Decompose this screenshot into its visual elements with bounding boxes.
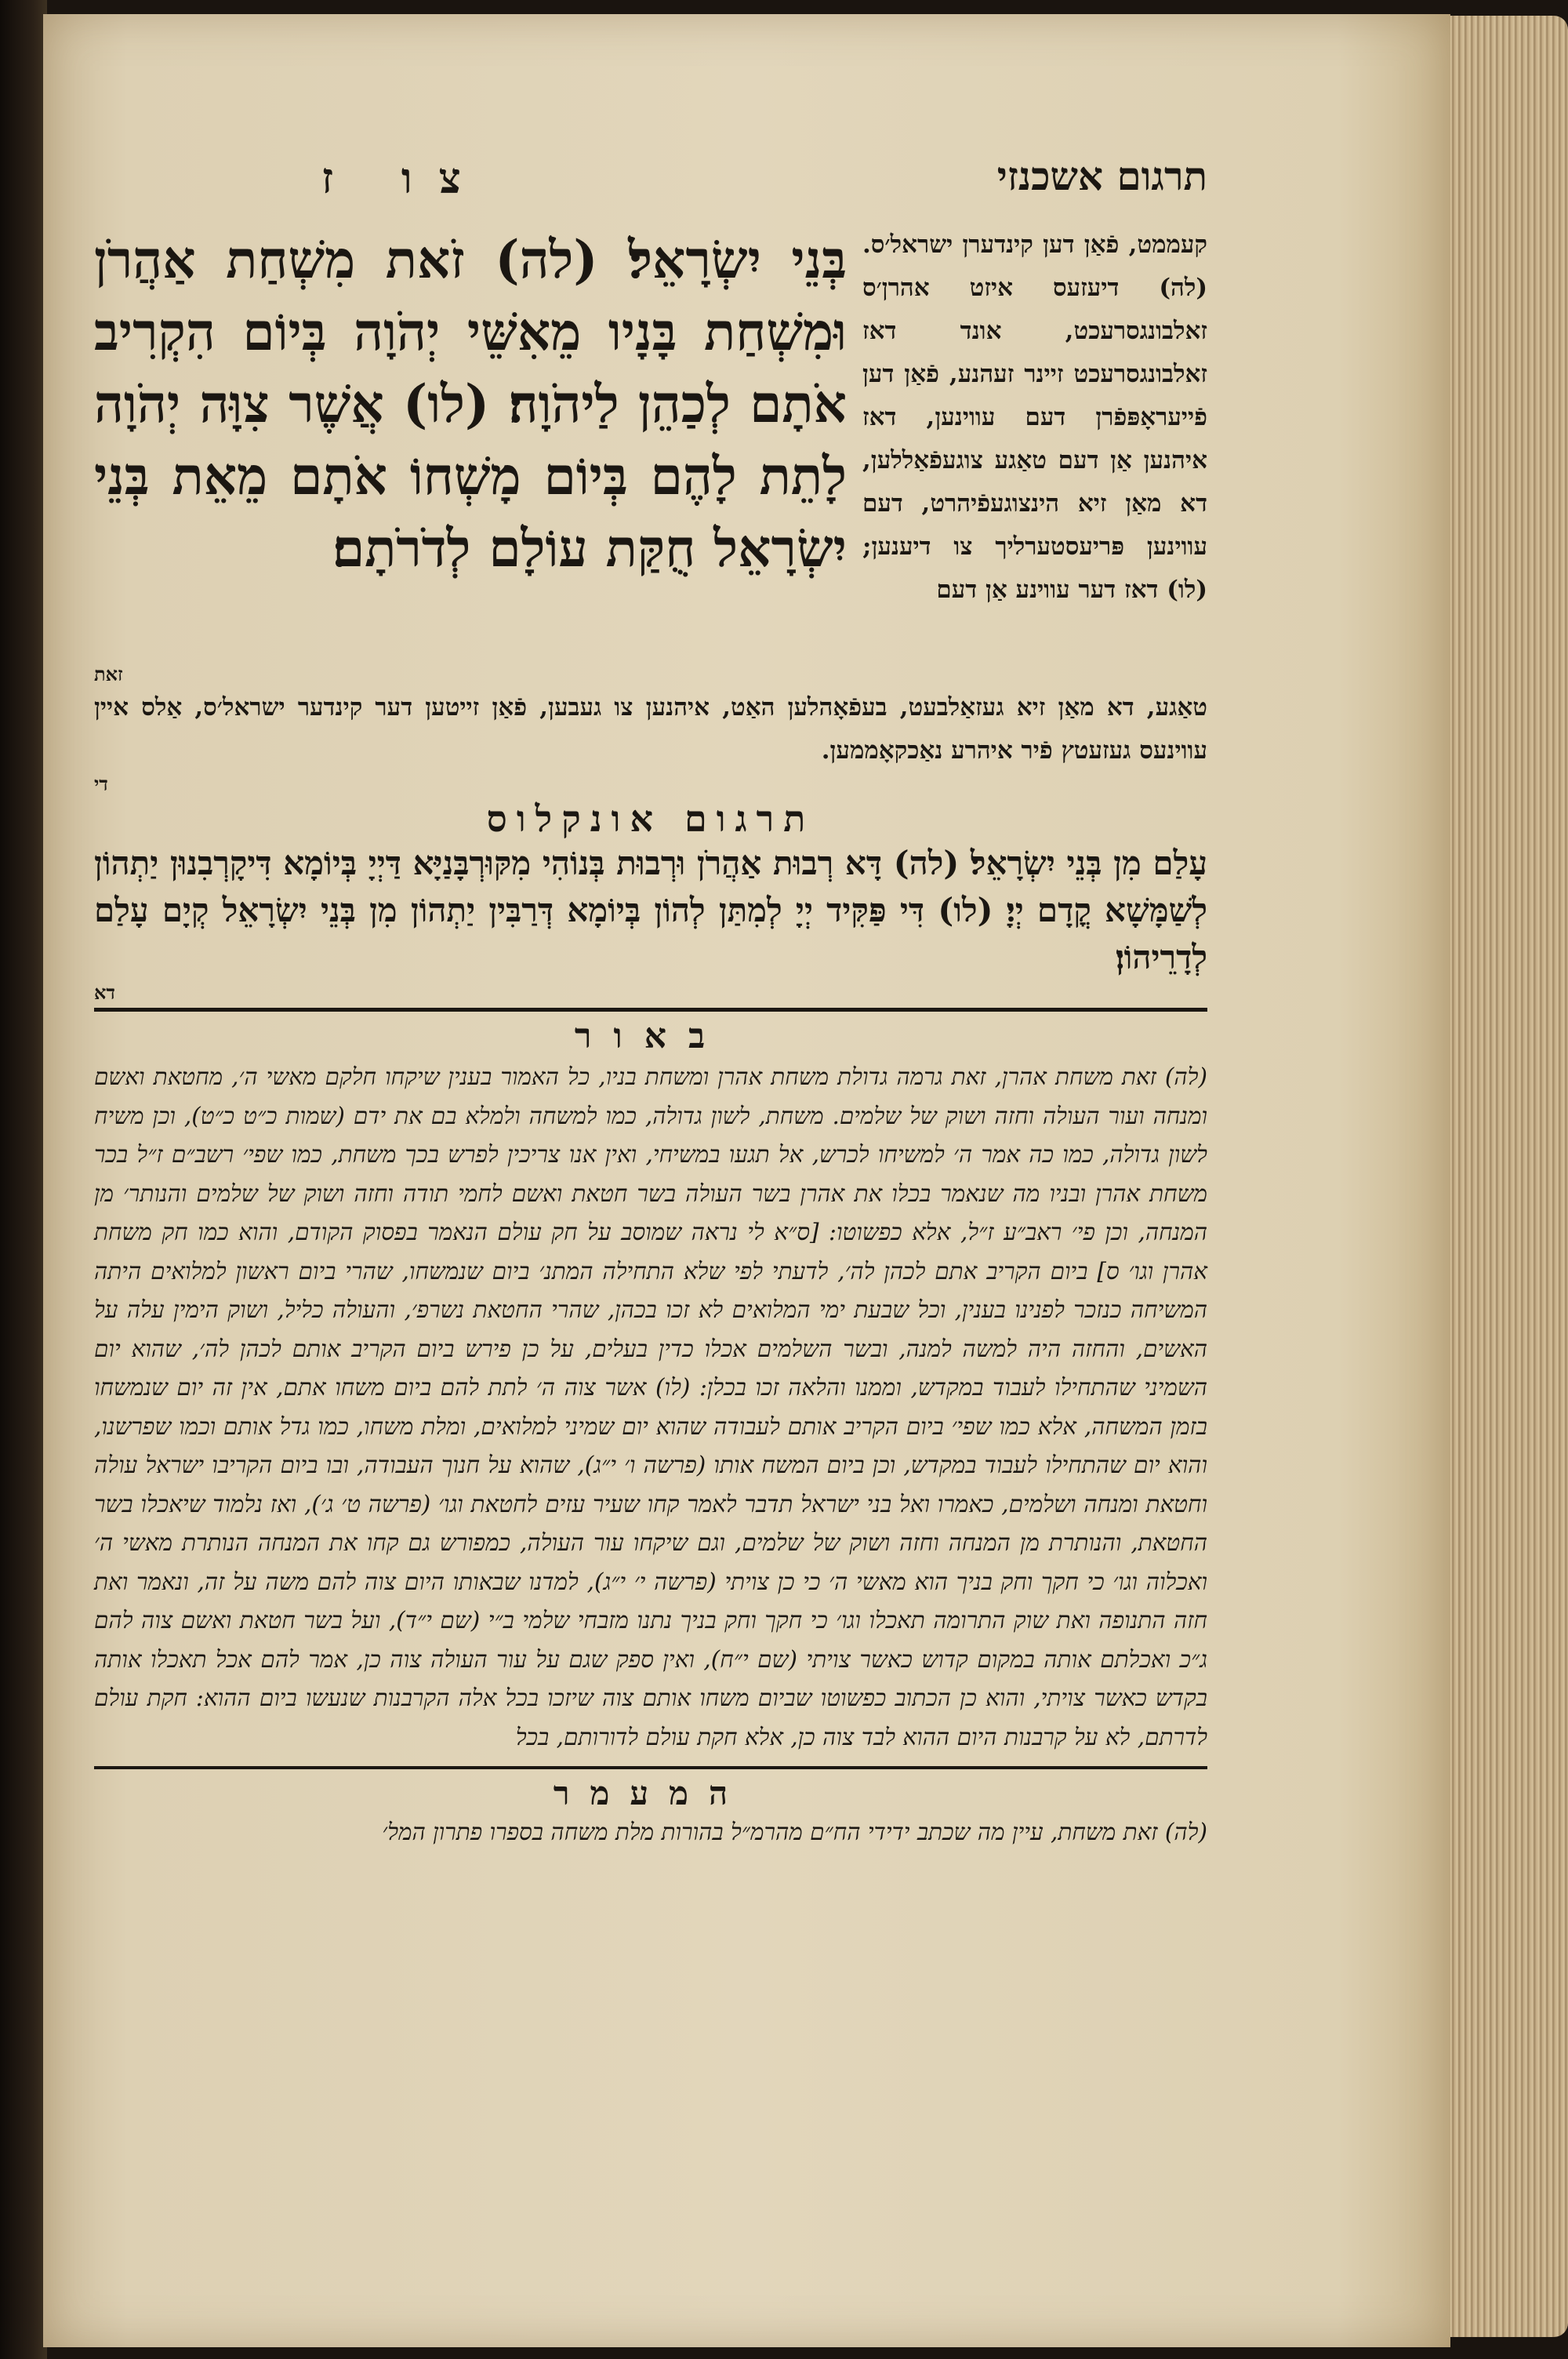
measef-title: המעמר: [553, 1774, 749, 1812]
catchword: זאת: [94, 663, 123, 685]
measef-commentary: (לה) זאת משחת, עיין מה שכתב ידידי הח״ם מהרמ״ל בהורות מלת משחה בספרו פתרון המל׳: [382, 1819, 1207, 1845]
divider: [94, 1008, 1207, 1012]
hebrew-verse-text: בְּנֵי יִשְׂרָאֵל׃ (לה) זֹאת מִשְׁחַת אַהֲרֹן וּמִשְׁחַת בָּנָיו מֵאִשֵּׁי יְהֹוָה בְּיוֹם הִקְרִיב אֹתָם לְכַהֵן לַיהֹוָה׃ (לו) אֲשֶׁר צִוָּה יְהֹוָה לָתֵת לָהֶם בְּיוֹם מָשְׁחוֹ אֹתָם מֵאֵת בְּנֵי יִשְׂרָאֵל חֻקַּת עוֹלָם לְדֹרֹתָם׃: [94, 229, 847, 579]
biur-commentary: (לה) זאת משחת אהרן, זאת גרמה גדולת משחת אהרן ומשחת בניו, כל האמור בענין שיקחו חלקם מאשי ה׳, מחטאת ואשם ומנחה ועור העולה וחזה ושוק של שלמים. משחת, לשון גדולה, כמו למשחה ולמלא בם את ידם (שמות כ״ט כ״ט), וכן משיח לשון גדולה, כמו כה אמר ה׳ למשיחו לכרש, אל תגעו במשיחי, ואין אנו צריכין לפרש בכך משחת, כמו שפי׳ רשב״ם ז״ל בכר משחת אהרן ובניו מה שנאמר בכלו את אהרן בשר העולה בשר חטאת ואשם לחמי תודה וחזה ושוק של שלמים והנותר׳ מן המנחה, וכן פי׳ ראב״ע ז״ל, אלא כפשוטו: [ס״א לי נראה שמוסב על חק עולם הנאמר בפסוק הקודם, והוא כמו חק משחת אהרן וגו׳ ס] ביום הקריב אתם לכהן לה׳, לדעתי לפי שלא התחילה המתנ׳ ביום שנמשחו, שהרי ביום ראשון למלואים היתה המשיחה כנזכר לפנינו בענין, וכל שבעת ימי המלואים לא זכו בכהן, שהרי החטאת נשרפ׳, והעולה כליל, ושוק הימין עלה על האשים, והחזה היה למשה למנה, ובשר השלמים אכלו כדין בעלים, על כן פירש ביום הקריב אותם לכהן לה׳, שהוא יום השמיני שהתחילו לעבוד במקדש, וממנו והלאה זכו בכלן: (לו) אשר צוה ה׳ לתת להם ביום משחו אתם, אין זה יום שנמשחו בזמן המשחה, אלא כמו שפי׳ ביום הקריב אותם לעבודה שהוא יום שמיני למלואים, ומלת משחו, כמו גדל אותם וכמו שפרשנו, והוא יום שהתחילו לעבוד במקדש, וכן ביום המשח אותו (פרשה ו׳ י״ג), שהוא על חנוך העבודה, ובו ביום הקריבו ישראל עולה וחטאת ומנחה ושלמים, כאמרו ואל בני ישראל תדבר לאמר קחו שעיר עזים לחטאת וגו׳ (פרשה ט׳ ג׳), ואז נלמוד שיאכלו בשר החטאת, והנותרת מן המנחה וחזה ושוק של שלמים, וגם שיקחו עור העולה, כמפורש גם קחו את המנחה הנותרת מאשי ה׳ ואכלוה וגו׳ כי חקך וחק בניך הוא מאשי ה׳ כי כן צויתי (פרשה י׳ י״ג), למדנו שבאותו היום צוה להם משה על זה, ונאמר ואת חזה התנופה ואת שוק התרומה תאכלו וגו׳ כי חקך וחק בניך נתנו מזבחי שלמי ב״י (שם י״ד), ועל בשר חטאת ואשם צוה להם ג״כ ואכלתם אותה במקום קדוש כאשר צויתי (שם י״ח), ואין ספק שגם על עור העולה צוה כן, אמר להם אכל תאכלו אותה בקדש כאשר צויתי, והוא כן הכתוב כפשוטו שביום משחו אותם צוה שיזכו בכל אלה הקרבנות שנעשו ביום ההוא: חקת עולם לדרתם, לא על קרבנות היום ההוא לבד צוה כן, אלא חקת עולם לדורותם, בכל: [94, 1063, 1207, 1750]
page-edges: [1443, 16, 1568, 2337]
yiddish-translation: קעממט, פֿאַן דען קינדערן ישראל׳ס. (לה) דיעזעס איזט אהרן׳ס זאלבונגסרעכט, אונד דאז זאלבונגסרעכט זיינר זעהנע, פֿאַן דען פֿייעראָפּפֿרן דעם עווינען, דאז איהנען אַן דעם טאַגע צוגעפֿאַללען, דא מאַן זיא הינצוגעפֿיהרט, דעם עווינען פּריעסטערליך צו דיענען; (לו) דאז דער עווינע אַן דעם: [862, 231, 1207, 604]
chapter-header: צו ז: [321, 153, 488, 203]
page-content: [94, 153, 1207, 1851]
yiddish-continuation: טאַגע, דא מאַן זיא געזאַלבעט, בעפֿאָהלען האַט, איהנען צו געבען, פֿאַן זייטען דער קינדער ישראל׳ס, אַלס איין עווינעס געזעטץ פֿיר איהרע נאַכקאָממען.: [94, 693, 1207, 765]
book-gutter: [0, 0, 47, 2359]
catchword: די: [94, 772, 108, 795]
divider: [94, 1766, 1207, 1769]
onkelos-title: תרגום אונקלוס: [486, 798, 815, 840]
section-header: תרגום אשכנזי: [996, 153, 1207, 199]
running-head: [94, 153, 1207, 224]
onkelos-text: עָלַם מִן בְּנֵי יִשְׂרָאֵל׃ (לה) דָּא רְבוּת אַהֲרֹן וּרְבוּת בְּנוֹהִי מִקּוּרְבָּנַיָּא דַּיְיָ בְּיוֹמָא דִּיקָרְבִנוּן יַתְהוֹן לְשַׁמָּשָׁא קֳדָם יְיָ׃ (לו) דִּי פַּקִּיד יְיָ לְמִתַּן לְהוֹן בְּיוֹמָא דְּרַבִּין יַתְהוֹן מִן בְּנֵי יִשְׂרָאֵל קְיָם עָלַם לְדָרֵיהוֹן׃: [94, 844, 1207, 976]
catchword: דא: [94, 981, 115, 1004]
biur-title: באור: [574, 1016, 728, 1056]
upper-block: [94, 224, 1207, 663]
